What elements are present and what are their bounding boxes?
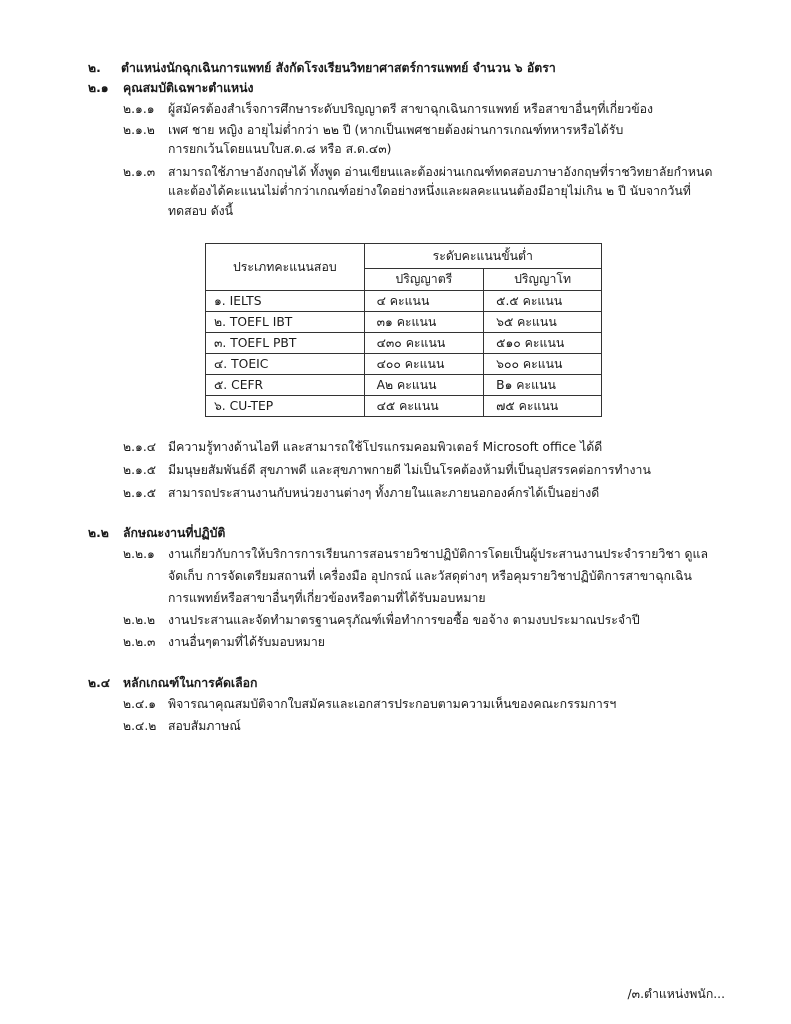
cell-type: ๒. TOEFL IBT [206,312,365,333]
item-text: พิจารณาคุณสมบัติจากใบสมัครและเอกสารประกอบตามความเห็นของคณะกรรมการฯ [168,697,617,711]
header-type: ประเภทคะแนนสอบ [206,244,365,291]
cell-master: ๖๐๐ คะแนน [484,354,602,375]
table-row [206,291,602,312]
item-2-2-1-cont [168,567,692,585]
item-2-2-1-cont [168,589,486,607]
item-2-1-2 [123,121,623,139]
item-number: ๒.๑.๕ [123,486,157,500]
cell-type: ๑. IELTS [206,291,365,312]
table-row [206,354,602,375]
section-number: ๒. [88,61,101,75]
cell-master: ๖๕ คะแนน [484,312,602,333]
section-title: ตำแหน่งนักฉุกเฉินการแพทย์ สังกัดโรงเรียนวิทยาศาสตร์การแพทย์ จำนวน ๖ อัตรา [121,61,556,75]
item-2-1-3 [123,163,712,181]
section-title: หลักเกณฑ์ในการคัดเลือก [123,676,258,690]
cell-type: ๖. CU-TEP [206,396,365,417]
item-text: ทดสอบ ดังนี้ [168,204,234,218]
section-2-2-heading [88,524,225,542]
cell-type: ๕. CEFR [206,375,365,396]
page-continuation: /๓.ตำแหน่งพนัก... [627,987,725,1001]
item-2-1-2-cont [168,140,391,158]
item-number: ๒.๔.๑ [123,697,157,711]
score-table [205,243,602,417]
table-row [206,396,602,417]
cell-master: ๗๕ คะแนน [484,396,602,417]
item-2-1-3-cont [168,202,233,220]
item-2-1-5 [123,461,651,479]
item-text: และต้องได้คะแนนไม่ต่ำกว่าเกณฑ์อย่างใดอย่างหนึ่งและผลคะแนนต้องมีอายุไม่เกิน ๒ ปี นับจากวันที่ [168,184,691,198]
cell-bachelor: ๔ คะแนน [364,291,484,312]
item-number: ๒.๑.๓ [123,165,156,179]
item-text: การแพทย์หรือสาขาอื่นๆที่เกี่ยวข้องหรือตามที่ได้รับมอบหมาย [168,591,486,605]
item-2-1-5b [123,484,599,502]
cell-bachelor: ๔๓๐ คะแนน [364,333,484,354]
section-title: ลักษณะงานที่ปฏิบัติ [123,526,226,540]
item-number: ๒.๑.๔ [123,440,157,454]
item-text: การยกเว้นโดยแนบใบส.ด.๘ หรือ ส.ด.๔๓) [168,142,392,156]
cell-master: ๕๑๐ คะแนน [484,333,602,354]
item-2-2-1 [123,545,708,563]
item-text: งานอื่นๆตามที่ได้รับมอบหมาย [168,635,326,649]
cell-bachelor: ๓๑ คะแนน [364,312,484,333]
section-2-1-heading [88,79,254,97]
header-master: ปริญญาโท [484,269,602,291]
item-number: ๒.๑.๑ [123,102,155,116]
cell-master: B๑ คะแนน [484,375,602,396]
item-2-4-1 [123,695,616,713]
item-2-1-1 [123,100,653,118]
section-number: ๒.๒ [88,526,109,540]
item-number: ๒.๑.๒ [123,123,155,137]
cell-bachelor: A๒ คะแนน [364,375,484,396]
item-number: ๒.๑.๕ [123,463,157,477]
item-number: ๒.๒.๒ [123,613,156,627]
table-row [206,375,602,396]
section-2-heading [88,59,556,77]
item-text: มีความรู้ทางด้านไอที และสามารถใช้โปรแกรมคอมพิวเตอร์ Microsoft office ได้ดี [168,440,603,454]
item-2-1-4 [123,438,602,456]
section-number: ๒.๑ [88,81,109,95]
cell-type: ๓. TOEFL PBT [206,333,365,354]
cell-master: ๕.๕ คะแนน [484,291,602,312]
cell-bachelor: ๔๕ คะแนน [364,396,484,417]
item-2-1-3-cont [168,182,691,200]
table-header-row [206,244,602,269]
item-text: ผู้สมัครต้องสำเร็จการศึกษาระดับปริญญาตรี สาขาฉุกเฉินการแพทย์ หรือสาขาอื่นๆที่เกี่ยวข้อง [168,102,654,116]
section-number: ๒.๔ [88,676,111,690]
item-2-4-2 [123,717,241,735]
item-text: สามารถประสานงานกับหน่วยงานต่างๆ ทั้งภายในและภายนอกองค์กรได้เป็นอย่างดี [168,486,600,500]
table-row [206,312,602,333]
item-2-2-3 [123,633,325,651]
item-number: ๒.๒.๑ [123,547,155,561]
item-text: สอบสัมภาษณ์ [168,719,241,733]
item-2-2-2 [123,611,640,629]
header-bachelor: ปริญญาตรี [364,269,484,291]
cell-type: ๔. TOEIC [206,354,365,375]
cell-bachelor: ๔๐๐ คะแนน [364,354,484,375]
header-min-score: ระดับคะแนนขั้นต่ำ [364,244,601,269]
item-text: งานเกี่ยวกับการให้บริการการเรียนการสอนรายวิชาปฏิบัติการโดยเป็นผู้ประสานงานประจำรายวิชา ดูแล [168,547,708,561]
item-text: งานประสานและจัดทำมาตรฐานครุภัณฑ์เพื่อทำการขอซื้อ ขอจ้าง ตามงบประมาณประจำปี [168,613,640,627]
item-text: สามารถใช้ภาษาอังกฤษได้ ทั้งพูด อ่านเขียนและต้องผ่านเกณฑ์ทดสอบภาษาอังกฤษที่ราชวิทยาลัยกำหนด [168,165,713,179]
item-number: ๒.๒.๓ [123,635,156,649]
item-text: เพศ ชาย หญิง อายุไม่ต่ำกว่า ๒๒ ปี (หากเป็นเพศชายต้องผ่านการเกณฑ์ทหารหรือได้รับ [168,123,624,137]
section-2-4-heading [88,674,258,692]
table-row [206,333,602,354]
section-title: คุณสมบัติเฉพาะตำแหน่ง [123,81,254,95]
item-number: ๒.๔.๒ [123,719,157,733]
item-text: มีมนุษยสัมพันธ์ดี สุขภาพดี และสุขภาพกายดี ไม่เป็นโรคต้องห้ามที่เป็นอุปสรรคต่อการทำงาน [168,463,651,477]
item-text: จัดเก็บ การจัดเตรียมสถานที่ เครื่องมือ อุปกรณ์ และวัสดุต่างๆ หรือคุมรายวิชาปฏิบัติการสาขาฉุกเฉิน [168,569,692,583]
